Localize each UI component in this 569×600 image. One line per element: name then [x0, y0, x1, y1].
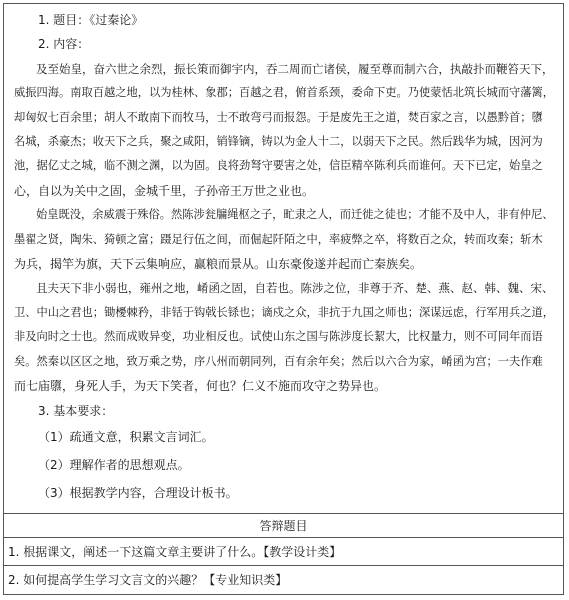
question-2: 2. 如何提高学生学习文言文的兴趣？【专业知识类】 [8, 573, 288, 587]
document-table [3, 3, 564, 595]
paragraph-line: 及至始皇，奋六世之余烈，振长策而御宇内，吞二周而亡诸侯，履至尊而制六合，执敲扑而鞭笞天下， [36, 61, 554, 76]
content-cell [4, 4, 563, 514]
paragraph-line: 名城，杀豪杰；收天下之兵，聚之咸阳，销锋镝，铸以为金人十二，以弱天下之民。然后践华为城，因河为 [14, 135, 543, 149]
paragraph-line: 始皇既没，余威震于殊俗。然陈涉瓮牖绳枢之子，甿隶之人，而迁徙之徒也；才能不及中人，非有仲尼、 [36, 208, 554, 222]
paragraph-line: 墨翟之贤，陶朱、猗顿之富；蹑足行伍之间，而倔起阡陌之中，率疲弊之卒，将数百之众，转而攻秦；斩木 [14, 232, 543, 246]
paragraph-1 [14, 57, 553, 203]
requirement-item: （3）根据教学内容，合理设计板书。 [38, 485, 238, 500]
qa-header: 答辩题目 [4, 514, 563, 538]
paragraph-3 [14, 276, 553, 398]
paragraph-line: 心，自以为关中之固，金城千里，子孙帝王万世之业也。 [14, 183, 315, 198]
paragraph-line: 且夫天下非小弱也，雍州之地，崤函之固，自若也。陈涉之位，非尊于齐、楚、燕、赵、韩、魏、宋、 [36, 281, 554, 296]
requirement-item: （1）疏通文意，积累文言词汇。 [38, 429, 214, 444]
topic-line: 1. 题目：《过秦论》 [38, 13, 144, 27]
paragraph-line: 而七庙隳，身死人手，为天下笑者，何也？仁义不施而攻守之势异也。 [14, 379, 387, 394]
paragraph-line: 却匈奴七百余里；胡人不敢南下而牧马，士不敢弯弓而报怨。于是废先王之道，焚百家之言，以愚黔首；隳 [14, 110, 543, 124]
paragraph-2 [14, 203, 553, 276]
paragraph-line: 池，据亿丈之城，临不测之渊，以为固。良将劲弩守要害之处，信臣精卒陈利兵而谁何。天下已定，始皇之 [14, 159, 543, 173]
paragraph-line: 威振四海。南取百越之地，以为桂林、象郡；百越之君，俯首系颈，委命下吏。乃使蒙恬北筑长城而守藩篱， [14, 86, 555, 100]
paragraph-line: 为兵，揭竿为旗，天下云集响应，赢粮而景从。山东豪俊遂并起而亡秦族矣。 [14, 257, 423, 272]
question-1: 1. 根据课文，阐述一下这篇文章主要讲了什么。【教学设计类】 [4, 538, 563, 566]
content-label: 2. 内容： [38, 37, 90, 52]
paragraph-line: 卫、中山之君也；锄櫌棘矜，非铦于钩戟长铩也；谪戍之众，非抗于九国之师也；深谋远虑，行军用兵之道， [14, 305, 555, 319]
requirements-label: 3. 基本要求： [38, 403, 114, 418]
paragraph-line: 矣。然秦以区区之地，致万乘之势，序八州而朝同列，百有余年矣；然后以六合为家，崤函为宫；一夫作难 [14, 354, 543, 368]
paragraph-line: 非及向时之士也。然而成败异变，功业相反也。试使山东之国与陈涉度长絜大，比权量力，则不可同年而语 [14, 330, 543, 344]
requirement-item: （2）理解作者的思想观点。 [38, 457, 190, 472]
